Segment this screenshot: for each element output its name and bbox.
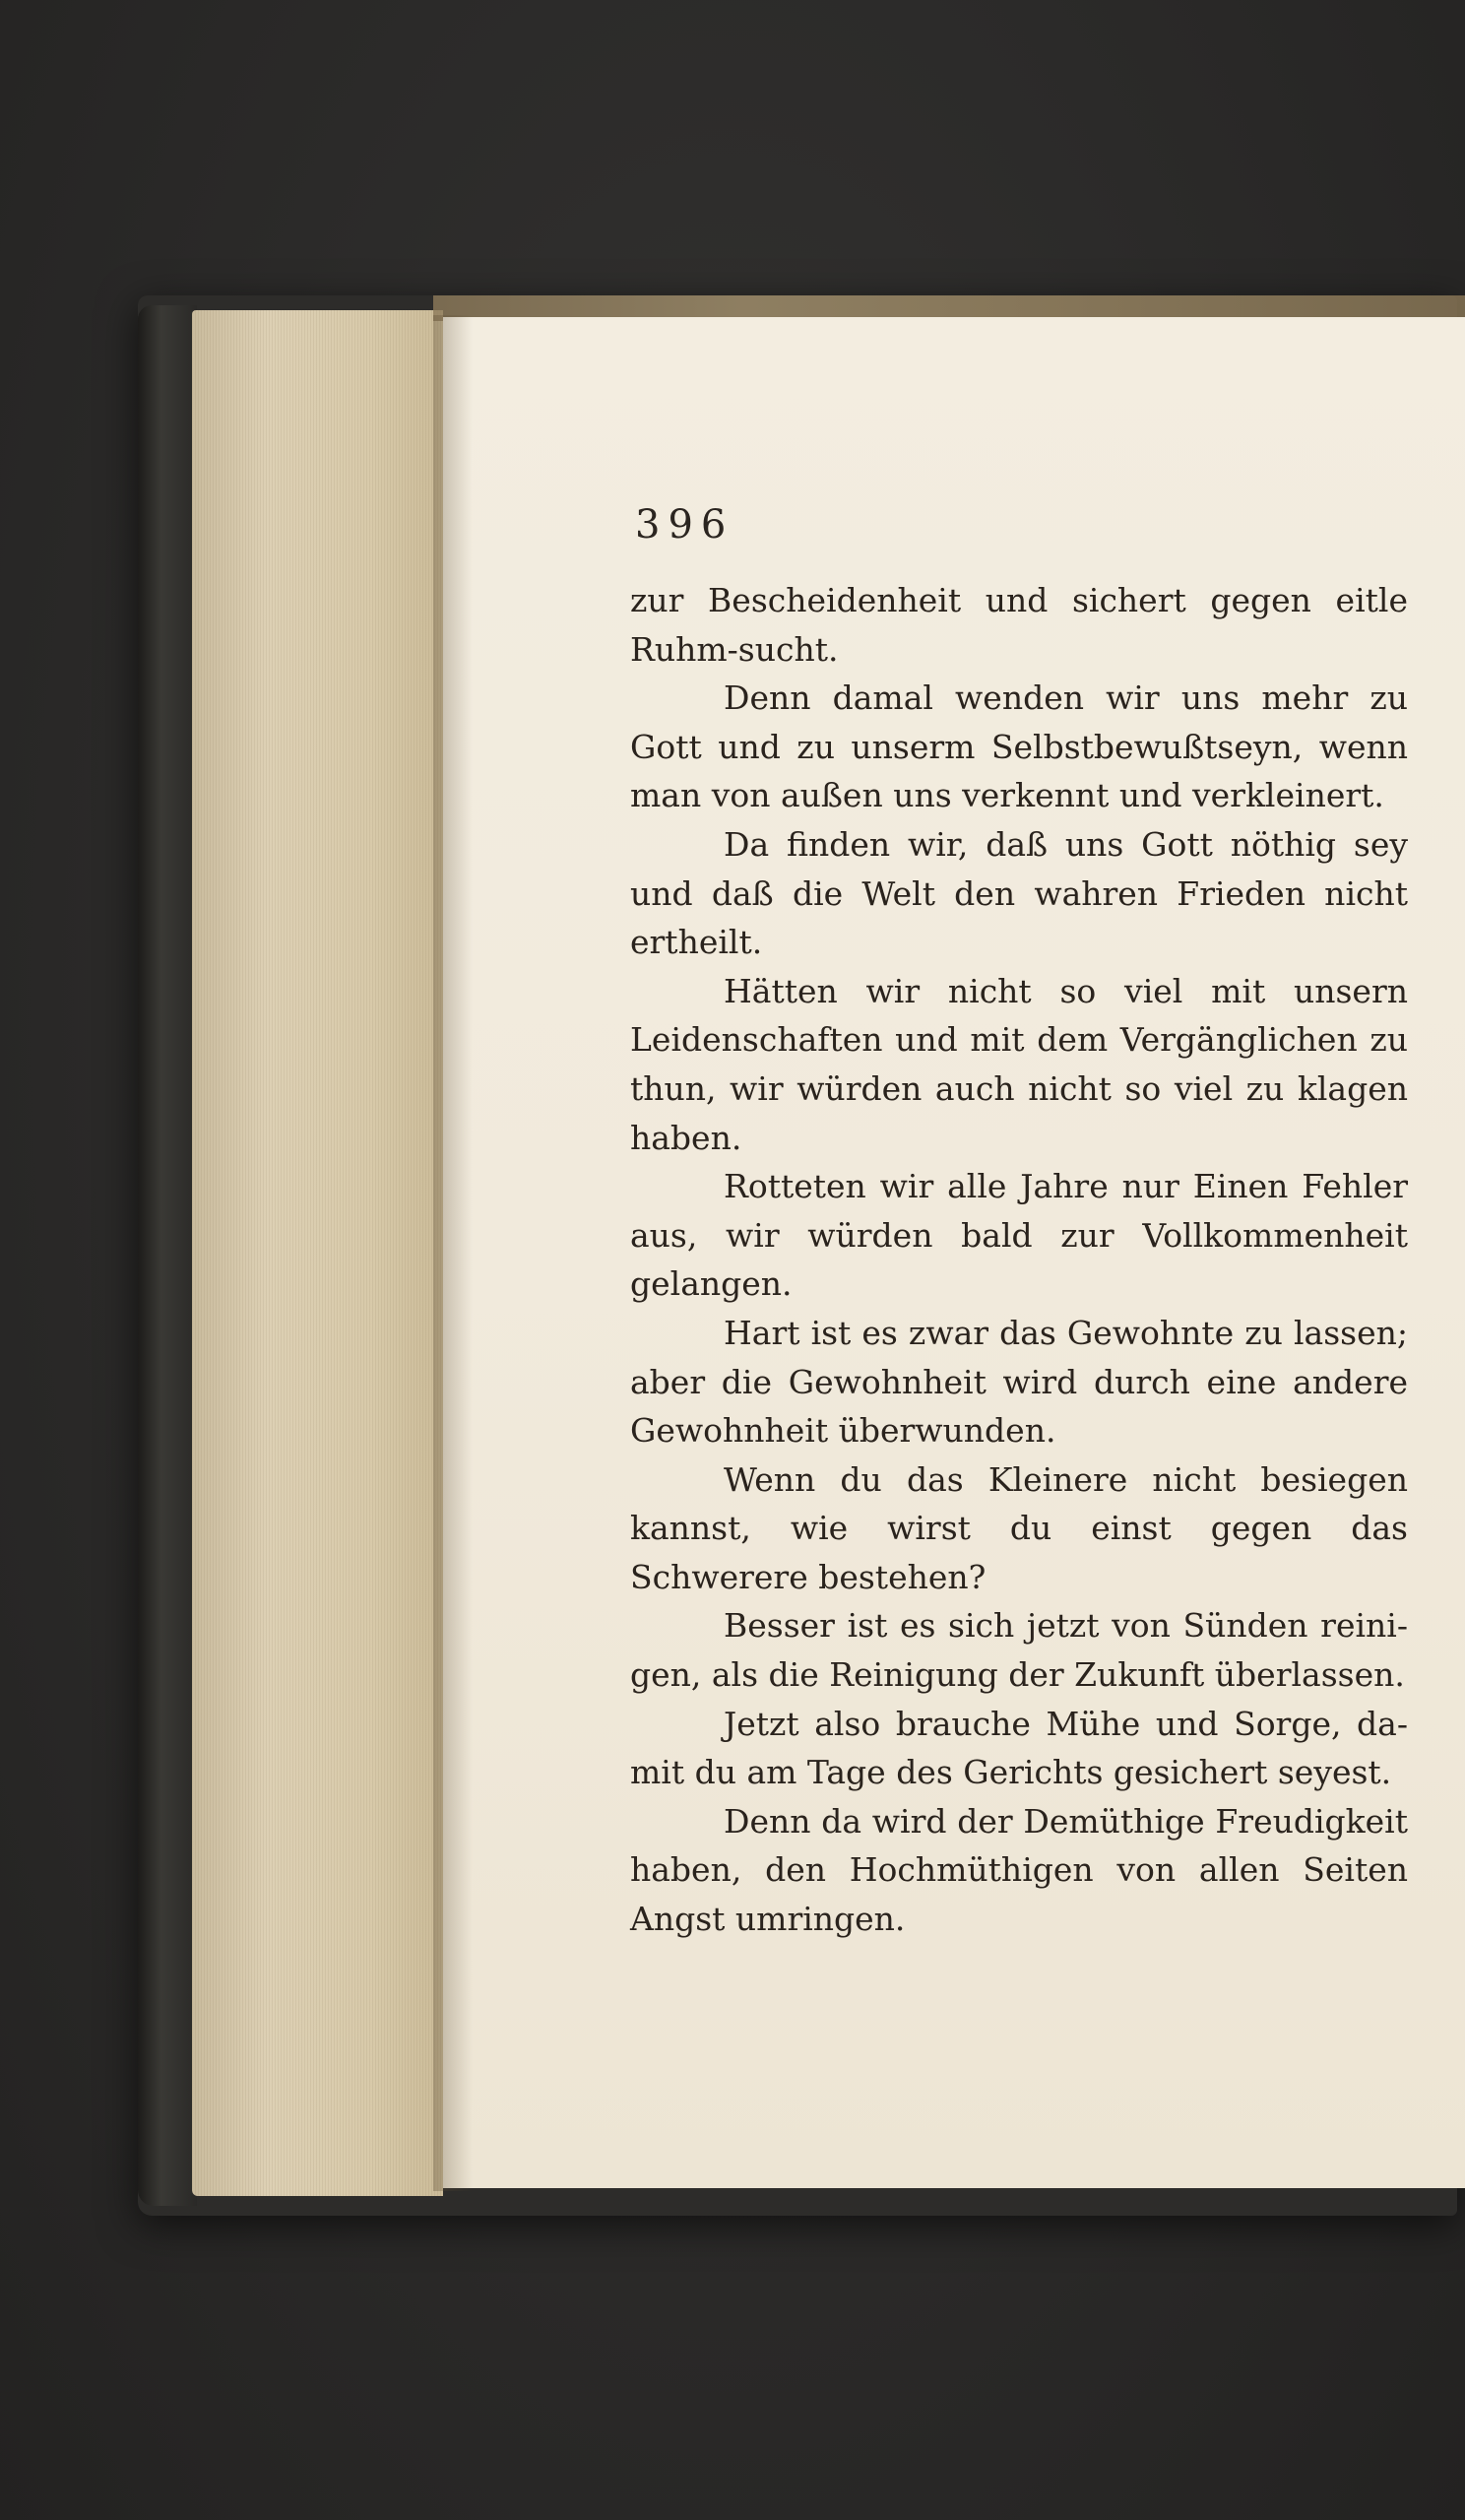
paragraph: Besser ist es sich jetzt von Sünden reini-gen, als die Reinigung der Zukunft überlassen.: [630, 1606, 1408, 1695]
book-spine: [138, 305, 197, 2206]
paragraph: Wenn du das Kleinere nicht besiegen kannst, wie wirst du einst gegen das Schwerere bestehen?: [630, 1459, 1408, 1596]
paragraph: Denn da wird der Demüthige Freudigkeit haben, den Hochmüthigen von allen Seiten Angst umringen.: [630, 1801, 1408, 1939]
paragraph: Hätten wir nicht so viel mit unsern Leidenschaften und mit dem Vergänglichen zu thun, wir würden auch nicht so viel zu klagen haben.: [630, 971, 1408, 1157]
paragraph: Da finden wir, daß uns Gott nöthig sey und daß die Welt den wahren Frieden nicht ertheilt.: [630, 824, 1408, 962]
paragraph: Denn damal wenden wir uns mehr zu Gott und zu unserm Selbstbewußtseyn, wenn man von außen uns verkennt und verkleinert.: [630, 678, 1408, 815]
page-number: 396: [635, 502, 734, 548]
page-text: [630, 576, 1408, 1944]
paragraph: Hart ist es zwar das Gewohnte zu lassen; aber die Gewohnheit wird durch eine andere Gewohnheit überwunden.: [630, 1313, 1408, 1451]
gutter-shadow: [433, 315, 473, 2191]
paragraph: Jetzt also brauche Mühe und Sorge, da-mit du am Tage des Gerichts gesichert seyest.: [630, 1704, 1408, 1792]
paragraph: Rotteten wir alle Jahre nur Einen Fehler aus, wir würden bald zur Vollkommenheit gelangen.: [630, 1167, 1408, 1304]
page-edges: [192, 310, 443, 2196]
paragraph: zur Bescheidenheit und sichert gegen eitle Ruhm-sucht.: [630, 581, 1408, 669]
